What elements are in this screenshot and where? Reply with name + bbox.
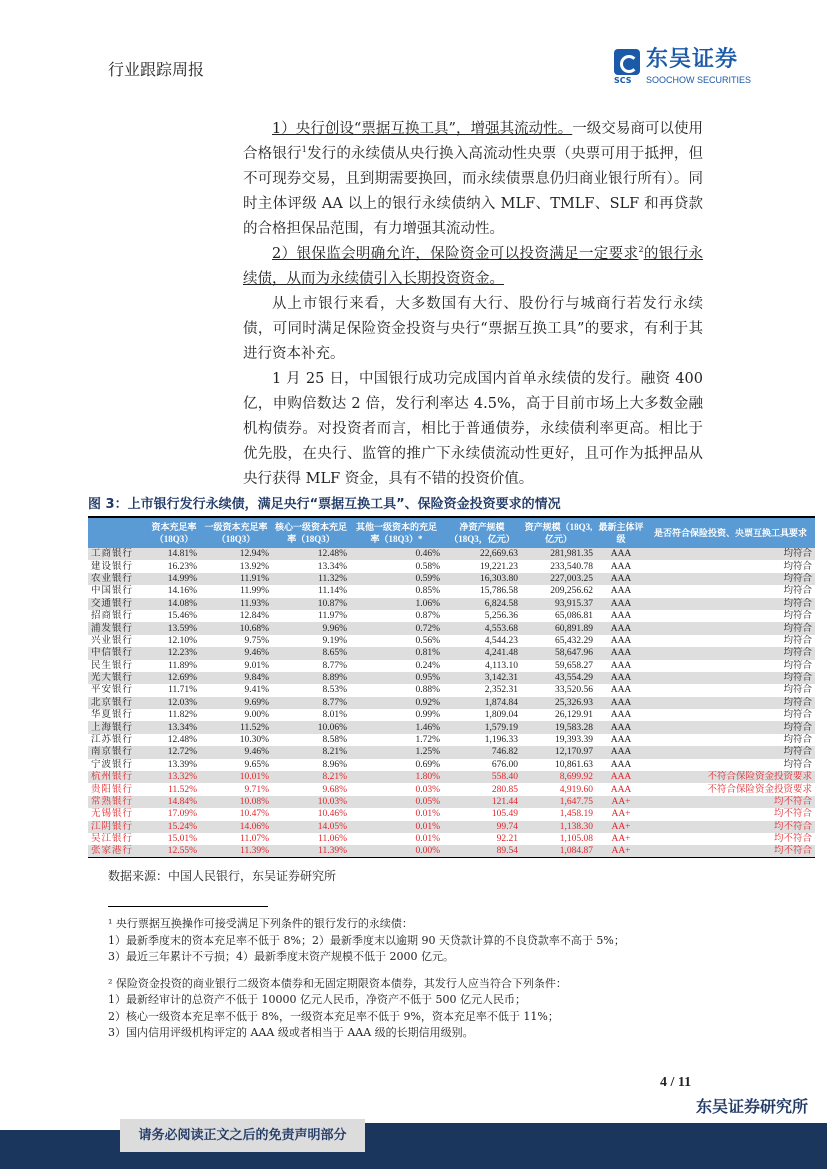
table-cell: 13.32% xyxy=(148,771,200,783)
table-cell: 1,084.87 xyxy=(521,845,596,858)
table-cell: 1.25% xyxy=(350,746,443,758)
p2-heading-a: 2）银保监会明确允许，保险资金可以投资满足一定要求 xyxy=(272,246,639,262)
column-header: 是否符合保险投资、央票互换工具要求 xyxy=(646,518,815,548)
institute-name: 东吴证券研究所 xyxy=(696,1097,809,1116)
data-source: 数据来源：中国人民银行，东吴证券研究所 xyxy=(108,869,337,884)
bank-name-cell: 交通银行 xyxy=(88,598,148,610)
table-header-row xyxy=(88,518,815,548)
table-cell: 65,086.81 xyxy=(555,611,593,622)
table-cell: 1,196.33 xyxy=(484,735,518,746)
table-row xyxy=(88,746,815,758)
table-cell: 4,553.68 xyxy=(443,622,521,634)
table-cell: 0.85% xyxy=(415,586,440,597)
table-cell: 10.47% xyxy=(239,809,269,820)
table-cell: 1,647.75 xyxy=(521,796,596,808)
table-row xyxy=(88,573,815,585)
table-cell: 9.46% xyxy=(200,647,272,659)
table-cell: 0.56% xyxy=(415,635,440,646)
bank-name-cell: 无锡银行 xyxy=(91,808,134,820)
table-cell: 105.49 xyxy=(491,809,518,820)
table-cell: AAA xyxy=(610,685,632,696)
table-cell: 0.92% xyxy=(350,697,443,709)
table-cell: 11.97% xyxy=(318,611,347,622)
table-cell: 均符合 xyxy=(783,611,812,622)
logo-cn: 东吴证券 xyxy=(646,47,739,72)
table-cell: 均不符合 xyxy=(646,845,815,858)
table-cell: 11.52% xyxy=(200,721,272,733)
table-cell: AAA xyxy=(610,735,632,746)
table-cell: 12.55% xyxy=(148,845,200,858)
table-cell: 15.46% xyxy=(167,611,197,622)
table-cell: 0.01% xyxy=(415,809,440,820)
column-header: 资本充足率（18Q3） xyxy=(148,518,200,548)
paragraph-2 xyxy=(243,242,703,292)
table-cell: 12.72% xyxy=(148,746,200,758)
table-row xyxy=(88,548,815,560)
column-header: 最新主体评级 xyxy=(596,518,646,548)
table-cell: 均不符合 xyxy=(646,796,815,808)
table-row xyxy=(88,771,815,783)
table-cell: 均符合 xyxy=(646,622,815,634)
bank-name-cell: 江苏银行 xyxy=(91,734,134,746)
bank-name-cell: 建设银行 xyxy=(91,560,134,572)
footnote-divider xyxy=(108,906,268,907)
table-row xyxy=(88,622,815,634)
figure-title: 图 3：上市银行发行永续债，满足央行“票据互换工具”、保险资金投资要求的情况 xyxy=(88,496,815,518)
table-cell: 3,142.31 xyxy=(443,672,521,684)
table-cell: AA+ xyxy=(611,809,631,820)
table-cell: 1,874.84 xyxy=(443,697,521,709)
table-cell: 12.10% xyxy=(167,635,197,646)
table-row xyxy=(88,660,815,672)
bank-name-cell: 吴江银行 xyxy=(91,833,134,845)
table-cell: 13.39% xyxy=(167,759,197,770)
column-header xyxy=(88,518,148,548)
table-row xyxy=(88,821,815,833)
table-cell: 59,658.27 xyxy=(555,660,593,671)
table-cell: 11.06% xyxy=(318,834,347,845)
p1-text-a: 一级交易商可以使用合格银行 xyxy=(243,121,703,162)
table-cell: AAA xyxy=(610,586,632,597)
table-row xyxy=(88,610,815,622)
footnote-2-line: 3）国内信用评级机构评定的 AAA 级或者相当于 AAA 级的长期信用级别。 xyxy=(108,1026,474,1040)
table-cell: 10.06% xyxy=(272,721,350,733)
table-cell: 均不符合 xyxy=(646,821,815,833)
table-cell: 0.88% xyxy=(415,685,440,696)
column-header: 核心一级资本充足率（18Q3） xyxy=(272,518,350,548)
table-cell: 1.46% xyxy=(350,721,443,733)
table-cell: 12,170.97 xyxy=(521,746,596,758)
table-cell: 233,540.78 xyxy=(550,561,593,572)
table-cell: 均符合 xyxy=(783,586,812,597)
bank-name-cell: 宁波银行 xyxy=(91,758,134,770)
table-cell: 14.16% xyxy=(167,586,197,597)
table-cell: AAA xyxy=(596,771,646,783)
table-cell: 14.99% xyxy=(148,573,200,585)
table-row xyxy=(88,672,815,684)
table-cell: 0.99% xyxy=(415,710,440,721)
table-cell: 1,138.30 xyxy=(521,821,596,833)
table-cell: 0.00% xyxy=(350,845,443,858)
logo-en: SOOCHOW SECURITIES xyxy=(646,75,752,85)
table-cell: 8,699.92 xyxy=(521,771,596,783)
table-cell: 4,113.10 xyxy=(485,660,518,671)
table-cell: 746.82 xyxy=(443,746,521,758)
table-cell: 13.92% xyxy=(239,561,269,572)
paragraph-4: 1 月 25 日，中国银行成功完成国内首单永续债的发行。融资 400 亿，申购倍数达 2 倍，发行利率达 4.5%，高于目前市场上大多数金融机构债券。对投资者而言，相比于普通债券，永续债利率更高。相比于优先股，在央行、监管的推广下永续债流动性更好，且可作为抵押品从央行获得 MLF 资金，具有不错的投资价值。 xyxy=(243,371,703,487)
table-cell: 均不符合 xyxy=(773,834,812,845)
table-cell: 558.40 xyxy=(443,771,521,783)
table-cell: AAA xyxy=(610,759,632,770)
report-type-header: 行业跟踪周报 xyxy=(108,60,205,79)
table-cell: 280.85 xyxy=(491,784,518,795)
table-cell: AAA xyxy=(610,561,632,572)
table-cell: 19,393.39 xyxy=(555,735,593,746)
table-cell: AAA xyxy=(596,672,646,684)
logo-mark-icon xyxy=(614,49,640,75)
table-cell: 11.91% xyxy=(200,573,272,585)
table-cell: 0.69% xyxy=(415,759,440,770)
table-cell: 0.01% xyxy=(350,821,443,833)
table-cell: 均符合 xyxy=(783,561,812,572)
table-cell: AA+ xyxy=(596,821,646,833)
table-cell: 1,809.04 xyxy=(484,710,518,721)
table-cell: 不符合保险资金投资要求 xyxy=(707,784,812,795)
main-content xyxy=(88,117,815,1042)
table-cell: 9.69% xyxy=(200,697,272,709)
table-cell: 11.32% xyxy=(272,573,350,585)
footnote-1-line: ¹ 央行票据互换操作可接受满足下列条件的银行发行的永续债： xyxy=(108,917,413,931)
table-cell: 25,326.93 xyxy=(521,697,596,709)
table-row xyxy=(88,759,815,771)
table-cell: 均符合 xyxy=(646,746,815,758)
table-cell: 13.34% xyxy=(148,721,200,733)
table-row xyxy=(88,808,815,820)
table-cell: AAA xyxy=(596,721,646,733)
table-cell: 4,919.60 xyxy=(559,784,593,795)
table-cell: 11.39% xyxy=(200,845,272,858)
table-cell: 12.94% xyxy=(200,548,272,560)
footnote-1 xyxy=(108,916,748,966)
table-cell: 均符合 xyxy=(646,697,815,709)
bank-name-cell: 浦发银行 xyxy=(88,622,148,634)
table-cell: 0.58% xyxy=(415,561,440,572)
table-row xyxy=(88,585,815,597)
table-cell: AA+ xyxy=(611,834,631,845)
table-cell: 不符合保险资金投资要求 xyxy=(646,771,815,783)
table-cell: 10.87% xyxy=(272,598,350,610)
table-cell: 43,554.29 xyxy=(521,672,596,684)
table-cell: 8.89% xyxy=(272,672,350,684)
footnote-ref-2[interactable]: 2 xyxy=(638,245,644,255)
table-cell: 11.82% xyxy=(168,710,197,721)
table-cell: 13.34% xyxy=(317,561,347,572)
p1-text-b: 发行的永续债从央行换入高流动性央票（央票可用于抵押，但不可现券交易，且到期需要换回，而永续债票息仍归商业银行所有）。同时主体评级 AA 以上的银行永续债纳入 MLF、TMLF、SLF 和再贷款的合格担保品范围，有力增强其流动性。 xyxy=(243,146,704,237)
table-cell: 0.59% xyxy=(350,573,443,585)
table-cell: 1.72% xyxy=(415,735,440,746)
table-cell: 15.01% xyxy=(167,834,197,845)
table-cell: 676.00 xyxy=(491,759,518,770)
table-cell: 209,256.62 xyxy=(550,586,593,597)
table-cell: 19,221.23 xyxy=(480,561,518,572)
table-cell: 11.14% xyxy=(318,586,347,597)
table-cell: 121.44 xyxy=(443,796,521,808)
table-cell: 65,432.29 xyxy=(555,635,593,646)
table-cell: 16,303.80 xyxy=(443,573,521,585)
table-cell: 9.84% xyxy=(200,672,272,684)
table-cell: 99.74 xyxy=(443,821,521,833)
table-cell: 0.87% xyxy=(415,611,440,622)
disclaimer-notice: 请务必阅读正文之后的免责声明部分 xyxy=(120,1119,365,1152)
table-cell: 均符合 xyxy=(783,735,812,746)
table-cell: 8.77% xyxy=(322,660,347,671)
page-number: 4 / 11 xyxy=(660,1075,692,1090)
table-cell: 89.54 xyxy=(443,845,521,858)
table-cell: 均符合 xyxy=(646,672,815,684)
table-cell: 8.01% xyxy=(322,710,347,721)
table-cell: 11.89% xyxy=(168,660,197,671)
bank-name-cell: 中信银行 xyxy=(88,647,148,659)
table-cell: 均符合 xyxy=(646,721,815,733)
bank-name-cell: 常熟银行 xyxy=(88,796,148,808)
bank-name-cell: 贵阳银行 xyxy=(91,783,134,795)
table-cell: 9.75% xyxy=(244,635,269,646)
table-cell: 58,647.96 xyxy=(521,647,596,659)
bank-name-cell: 南京银行 xyxy=(88,746,148,758)
column-header: 净资产规模（18Q3，亿元） xyxy=(443,518,521,548)
table-cell: 9.00% xyxy=(244,710,269,721)
table-cell: 12.48% xyxy=(167,735,197,746)
table-cell: AAA xyxy=(610,784,632,795)
bank-name-cell: 兴业银行 xyxy=(91,634,134,646)
table-cell: 19,583.28 xyxy=(521,721,596,733)
table-cell: 93,915.37 xyxy=(521,598,596,610)
table-cell: 0.01% xyxy=(415,834,440,845)
bank-name-cell: 华夏银行 xyxy=(91,709,134,721)
table-cell: 11.39% xyxy=(272,845,350,858)
table-cell: 均符合 xyxy=(783,635,812,646)
table-cell: 均符合 xyxy=(646,573,815,585)
table-cell: 11.93% xyxy=(200,598,272,610)
table-cell: 10.46% xyxy=(317,809,347,820)
column-header: 资产规模（18Q3,亿元） xyxy=(521,518,596,548)
table-cell: AA+ xyxy=(596,796,646,808)
table-row xyxy=(88,721,815,733)
table-cell: 22,669.63 xyxy=(443,548,521,560)
table-cell: 11.52% xyxy=(168,784,197,795)
bank-name-cell: 上海银行 xyxy=(88,721,148,733)
bank-name-cell: 北京银行 xyxy=(88,697,148,709)
table-cell: 9.71% xyxy=(244,784,269,795)
table-cell: 10.68% xyxy=(200,622,272,634)
table-cell: 0.05% xyxy=(350,796,443,808)
table-cell: 15.24% xyxy=(148,821,200,833)
bank-name-cell: 平安银行 xyxy=(91,684,134,696)
table-cell: 0.24% xyxy=(415,660,440,671)
table-row xyxy=(88,635,815,647)
table-cell: 9.01% xyxy=(244,660,269,671)
bank-name-cell: 江阴银行 xyxy=(88,821,148,833)
table-row xyxy=(88,598,815,610)
table-cell: 9.19% xyxy=(322,635,347,646)
table-cell: AAA xyxy=(610,611,632,622)
table-cell: 10.30% xyxy=(239,735,269,746)
table-cell: 14.08% xyxy=(148,598,200,610)
bank-name-cell: 光大银行 xyxy=(88,672,148,684)
table-cell: 10.01% xyxy=(200,771,272,783)
bank-name-cell: 农业银行 xyxy=(88,573,148,585)
table-cell: 26,129.91 xyxy=(555,710,593,721)
table-cell: 4,241.48 xyxy=(443,647,521,659)
logo-abbr: SCS xyxy=(614,76,632,85)
table-cell: 17.09% xyxy=(167,809,197,820)
table-cell: 0.95% xyxy=(350,672,443,684)
bank-name-cell: 工商银行 xyxy=(88,548,148,560)
table-cell: 均符合 xyxy=(783,759,812,770)
table-cell: AAA xyxy=(596,647,646,659)
table-row xyxy=(88,734,815,746)
table-cell: 14.84% xyxy=(148,796,200,808)
table-cell: 9.96% xyxy=(272,622,350,634)
table-cell: 8.65% xyxy=(272,647,350,659)
p1-heading: 1）央行创设“票据互换工具”，增强其流动性。 xyxy=(272,121,573,137)
table-cell: AAA xyxy=(610,710,632,721)
table-cell: 4,544.23 xyxy=(484,635,518,646)
table-cell: 1,458.19 xyxy=(559,809,593,820)
table-cell: 281,981.35 xyxy=(521,548,596,560)
table-cell: 12.23% xyxy=(148,647,200,659)
table-cell: AAA xyxy=(596,573,646,585)
table-cell: 12.03% xyxy=(148,697,200,709)
table-cell: 11.99% xyxy=(240,586,269,597)
table-row xyxy=(88,697,815,709)
table-cell: 8.58% xyxy=(322,735,347,746)
table-cell: 均符合 xyxy=(783,660,812,671)
table-cell: 均符合 xyxy=(783,685,812,696)
table-cell: 0.03% xyxy=(415,784,440,795)
table-cell: 14.81% xyxy=(148,548,200,560)
table-cell: 10.08% xyxy=(200,796,272,808)
bank-name-cell: 中国银行 xyxy=(91,585,134,597)
bank-name-cell: 招商银行 xyxy=(91,610,134,622)
table-cell: 均不符合 xyxy=(773,809,812,820)
table-cell: 11.07% xyxy=(240,834,269,845)
table-cell: 5,256.36 xyxy=(484,611,518,622)
table-cell: 1,579.19 xyxy=(443,721,521,733)
table-body xyxy=(88,548,815,858)
table-cell: 11.71% xyxy=(168,685,197,696)
table-cell: 均符合 xyxy=(646,647,815,659)
table-cell: 0.81% xyxy=(350,647,443,659)
table-cell: 0.46% xyxy=(350,548,443,560)
table-cell: 均符合 xyxy=(646,548,815,560)
paragraph-1 xyxy=(243,117,703,242)
table-cell: 12.48% xyxy=(272,548,350,560)
table-cell: 0.72% xyxy=(350,622,443,634)
footnote-2-line: 1）最新经审计的总资产不低于 10000 亿元人民币，净资产不低于 500 亿元人民币； xyxy=(108,993,526,1007)
table-cell: 9.41% xyxy=(244,685,269,696)
bank-name-cell: 杭州银行 xyxy=(88,771,148,783)
table-cell: 16.23% xyxy=(167,561,197,572)
table-row xyxy=(88,796,815,808)
table-cell: 8.21% xyxy=(272,746,350,758)
table-cell: 8.21% xyxy=(272,771,350,783)
table-cell: AA+ xyxy=(596,845,646,858)
table-cell: 1,105.08 xyxy=(559,834,593,845)
table-cell: 12.84% xyxy=(239,611,269,622)
table-cell: 均符合 xyxy=(783,710,812,721)
table-cell: AAA xyxy=(596,697,646,709)
table-cell: 92.21 xyxy=(496,834,518,845)
table-cell: 33,520.56 xyxy=(555,685,593,696)
table-cell: 60,891.89 xyxy=(521,622,596,634)
table-cell: 10.03% xyxy=(272,796,350,808)
footnote-ref-1[interactable]: 1 xyxy=(301,145,307,155)
table-cell: 13.59% xyxy=(148,622,200,634)
table-cell: 15,786.58 xyxy=(480,586,518,597)
table-cell: 14.05% xyxy=(272,821,350,833)
column-header: 其他一级资本的充足率（18Q3）* xyxy=(350,518,443,548)
table-row xyxy=(88,833,815,845)
table-cell: AAA xyxy=(596,598,646,610)
table-cell: 12.69% xyxy=(148,672,200,684)
table-row xyxy=(88,560,815,572)
bank-name-cell: 民生银行 xyxy=(91,659,134,671)
footnote-2 xyxy=(108,976,748,1042)
table-row xyxy=(88,845,815,858)
table-cell: 1.06% xyxy=(350,598,443,610)
table-cell: 6,824.58 xyxy=(443,598,521,610)
footnote-2-line: ² 保险资金投资的商业银行二级资本债券和无固定期限资本债券，其发行人应当符合下列条件： xyxy=(108,976,567,990)
table-cell: 8.53% xyxy=(322,685,347,696)
table-cell: 8.77% xyxy=(272,697,350,709)
bank-perpetual-bond-table xyxy=(88,518,815,858)
table-cell: 9.68% xyxy=(322,784,347,795)
table-cell: 10,861.63 xyxy=(555,759,593,770)
table-cell: 8.96% xyxy=(322,759,347,770)
table-cell: 227,003.25 xyxy=(521,573,596,585)
table-cell: AAA xyxy=(596,746,646,758)
table-row xyxy=(88,647,815,659)
table-cell: AAA xyxy=(610,635,632,646)
table-cell: 2,352.31 xyxy=(484,685,518,696)
table-cell: AAA xyxy=(596,622,646,634)
table-cell: AAA xyxy=(610,660,632,671)
table-cell: 均符合 xyxy=(646,598,815,610)
column-header: 一级资本充足率（18Q3） xyxy=(200,518,272,548)
table-row xyxy=(88,684,815,696)
footnote-2-line: 2）核心一级资本充足率不低于 8%，一级资本充足率不低于 9%，资本充足率不低于 11%； xyxy=(108,1009,559,1023)
soochow-securities-logo xyxy=(614,47,764,87)
table-cell: 1.80% xyxy=(350,771,443,783)
p2-heading-b: 的银行永续债，从而为永续债引入长期投资资金。 xyxy=(243,246,704,287)
paragraph-3: 从上市银行来看，大多数国有大行、股份行与城商行若发行永续债，可同时满足保险资金投资与央行“票据互换工具”的要求，有利于其进行资本补充。 xyxy=(243,296,703,362)
table-row xyxy=(88,709,815,721)
footnote-1-line: 1）最新季度末的资本充足率不低于 8%；2）最新季度末以逾期 90 天贷款计算的不良贷款率不高于 5%； xyxy=(108,933,625,947)
table-cell: 9.46% xyxy=(200,746,272,758)
footnote-1-line: 3）最近三年累计不亏损；4）最新季度末资产规模不低于 2000 亿元。 xyxy=(108,950,454,964)
table-cell: AAA xyxy=(596,548,646,560)
table-cell: 9.65% xyxy=(244,759,269,770)
table-cell: 14.06% xyxy=(200,821,272,833)
table-row xyxy=(88,783,815,795)
bank-name-cell: 张家港行 xyxy=(88,845,148,858)
